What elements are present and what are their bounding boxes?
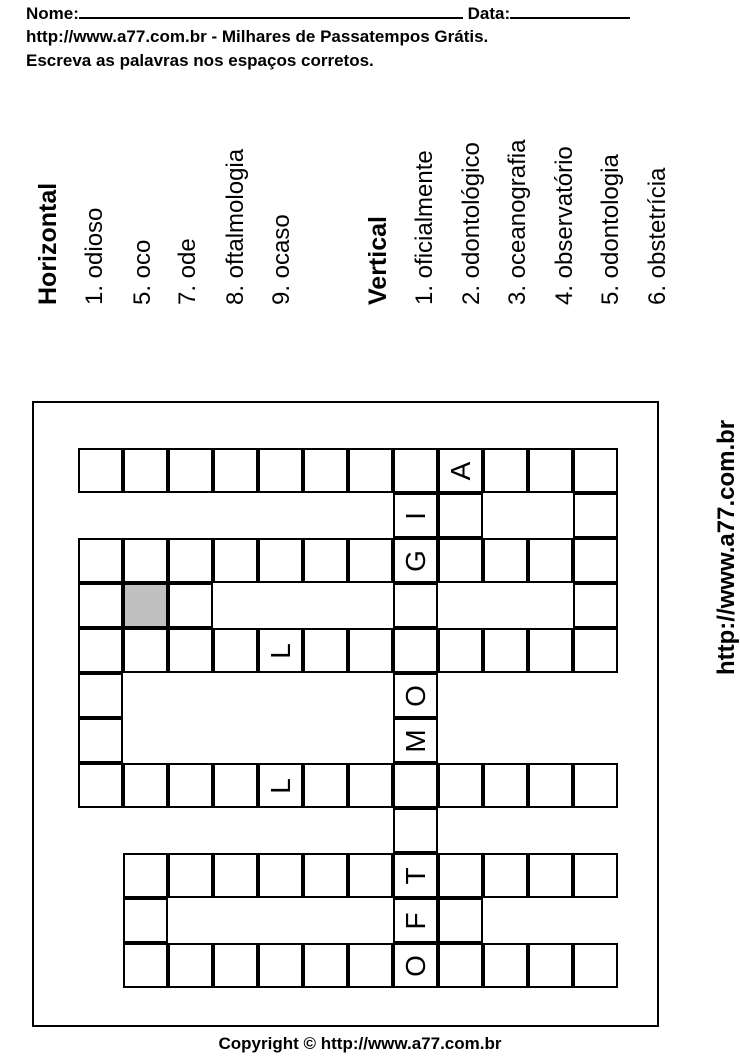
grid-cell[interactable] — [438, 943, 483, 988]
horizontal-clue: 5. oco — [129, 239, 156, 305]
cell-letter: O — [399, 954, 431, 977]
grid-cell[interactable] — [78, 628, 123, 673]
vertical-title: Vertical — [364, 216, 392, 305]
grid-cell[interactable] — [483, 538, 528, 583]
horizontal-clue: 8. oftalmologia — [222, 148, 249, 305]
grid-cell[interactable] — [123, 853, 168, 898]
grid-cell[interactable] — [78, 718, 123, 763]
grid-cell[interactable] — [213, 763, 258, 808]
grid-cell[interactable] — [573, 763, 618, 808]
grid-cell[interactable] — [258, 448, 303, 493]
grid-cell[interactable] — [348, 538, 393, 583]
grid-cell[interactable] — [528, 853, 573, 898]
vertical-clue: 1. oficialmente — [411, 150, 438, 305]
grid-cell[interactable] — [528, 763, 573, 808]
name-label: Nome: — [26, 4, 79, 23]
date-label: Data: — [467, 4, 511, 23]
grid-cell[interactable] — [573, 943, 618, 988]
grid-cell[interactable] — [573, 493, 618, 538]
cell-letter: M — [399, 728, 431, 753]
grid-cell[interactable] — [393, 853, 438, 898]
grid-cell[interactable] — [303, 538, 348, 583]
grid-cell[interactable] — [78, 448, 123, 493]
grid-cell[interactable] — [213, 448, 258, 493]
grid-cell[interactable] — [393, 763, 438, 808]
grid-cell[interactable] — [528, 943, 573, 988]
instructions: Escreva as palavras nos espaços corretos. — [26, 51, 374, 70]
grid-cell[interactable] — [573, 853, 618, 898]
cell-letter: L — [264, 777, 296, 794]
grid-cell[interactable] — [393, 628, 438, 673]
grid-cell[interactable] — [483, 853, 528, 898]
grid-cell[interactable] — [168, 853, 213, 898]
grid-cell[interactable] — [123, 628, 168, 673]
grid-cell[interactable] — [393, 493, 438, 538]
grid-cell[interactable] — [168, 628, 213, 673]
grid-cell[interactable] — [573, 538, 618, 583]
grid-cell[interactable] — [573, 583, 618, 628]
grid-cell[interactable] — [348, 943, 393, 988]
grid-cell[interactable] — [438, 538, 483, 583]
grid-cell[interactable] — [78, 538, 123, 583]
shaded-cell[interactable] — [123, 583, 168, 628]
grid-cell[interactable] — [168, 583, 213, 628]
grid-cell[interactable] — [483, 943, 528, 988]
crossword-board — [32, 401, 659, 1027]
grid-cell[interactable] — [393, 808, 438, 853]
cell-letter: T — [399, 866, 431, 885]
grid-cell[interactable] — [78, 763, 123, 808]
grid-cell[interactable] — [438, 853, 483, 898]
grid-cell[interactable] — [123, 538, 168, 583]
grid-cell[interactable] — [303, 628, 348, 673]
grid-cell[interactable] — [393, 718, 438, 763]
copyright: Copyright © http://www.a77.com.br — [218, 1034, 502, 1053]
grid-cell[interactable] — [393, 538, 438, 583]
grid-cell[interactable] — [483, 448, 528, 493]
grid-cell[interactable] — [123, 943, 168, 988]
grid-cell[interactable] — [573, 628, 618, 673]
grid-cell[interactable] — [303, 853, 348, 898]
vertical-clue: 4. observatório — [551, 146, 578, 305]
grid-cell[interactable] — [213, 628, 258, 673]
vertical-clue: 5. odontologia — [597, 154, 624, 305]
grid-cell[interactable] — [168, 763, 213, 808]
grid-cell[interactable] — [168, 943, 213, 988]
grid-cell[interactable] — [258, 943, 303, 988]
vertical-clue: 2. odontológico — [458, 142, 485, 305]
grid-cell[interactable] — [393, 448, 438, 493]
grid-cell[interactable] — [393, 673, 438, 718]
grid-cell[interactable] — [123, 898, 168, 943]
grid-cell[interactable] — [213, 943, 258, 988]
grid-cell[interactable] — [258, 853, 303, 898]
horizontal-clue: 9. ocaso — [268, 214, 295, 305]
grid-cell[interactable] — [393, 943, 438, 988]
grid-cell[interactable] — [483, 763, 528, 808]
cell-letter: A — [444, 461, 476, 480]
horizontal-clue: 1. odioso — [81, 207, 108, 305]
site-line: http://www.a77.com.br - Milhares de Passatempos Grátis. — [26, 27, 489, 46]
grid-cell[interactable] — [348, 448, 393, 493]
grid-cell[interactable] — [438, 628, 483, 673]
vertical-clue: 6. obstetrícia — [644, 167, 671, 305]
grid-cell[interactable] — [528, 448, 573, 493]
grid-cell[interactable] — [168, 538, 213, 583]
horizontal-clue: 7. ode — [174, 238, 201, 305]
cell-letter: O — [399, 684, 431, 707]
grid-cell[interactable] — [393, 898, 438, 943]
cell-letter: I — [399, 511, 431, 520]
vertical-clue: 3. oceanografia — [504, 139, 531, 305]
grid-cell[interactable] — [303, 763, 348, 808]
grid-cell[interactable] — [348, 628, 393, 673]
grid-cell[interactable] — [393, 583, 438, 628]
grid-cell[interactable] — [123, 448, 168, 493]
grid-cell[interactable] — [123, 763, 168, 808]
date-field[interactable] — [510, 3, 630, 19]
grid-cell[interactable] — [258, 538, 303, 583]
cell-letter: G — [399, 549, 431, 572]
grid-cell[interactable] — [438, 763, 483, 808]
grid-cell[interactable] — [258, 628, 303, 673]
grid-cell[interactable] — [213, 853, 258, 898]
grid-cell[interactable] — [303, 943, 348, 988]
grid-cell[interactable] — [348, 853, 393, 898]
grid-cell[interactable] — [438, 448, 483, 493]
grid-cell[interactable] — [573, 448, 618, 493]
grid-cell[interactable] — [528, 628, 573, 673]
grid-cell[interactable] — [258, 763, 303, 808]
grid-cell[interactable] — [303, 448, 348, 493]
grid-cell[interactable] — [78, 583, 123, 628]
grid-cell[interactable] — [168, 448, 213, 493]
grid-cell[interactable] — [483, 628, 528, 673]
grid-cell[interactable] — [213, 538, 258, 583]
grid-cell[interactable] — [78, 673, 123, 718]
cell-letter: F — [399, 911, 431, 930]
name-date-line — [26, 3, 630, 24]
grid-cell[interactable] — [438, 898, 483, 943]
grid-cell[interactable] — [438, 493, 483, 538]
horizontal-title: Horizontal — [34, 182, 62, 305]
grid-cell[interactable] — [348, 763, 393, 808]
name-field[interactable] — [79, 3, 463, 19]
side-url: http://www.a77.com.br — [713, 419, 740, 675]
cell-letter: L — [264, 642, 296, 659]
grid-cell[interactable] — [528, 538, 573, 583]
